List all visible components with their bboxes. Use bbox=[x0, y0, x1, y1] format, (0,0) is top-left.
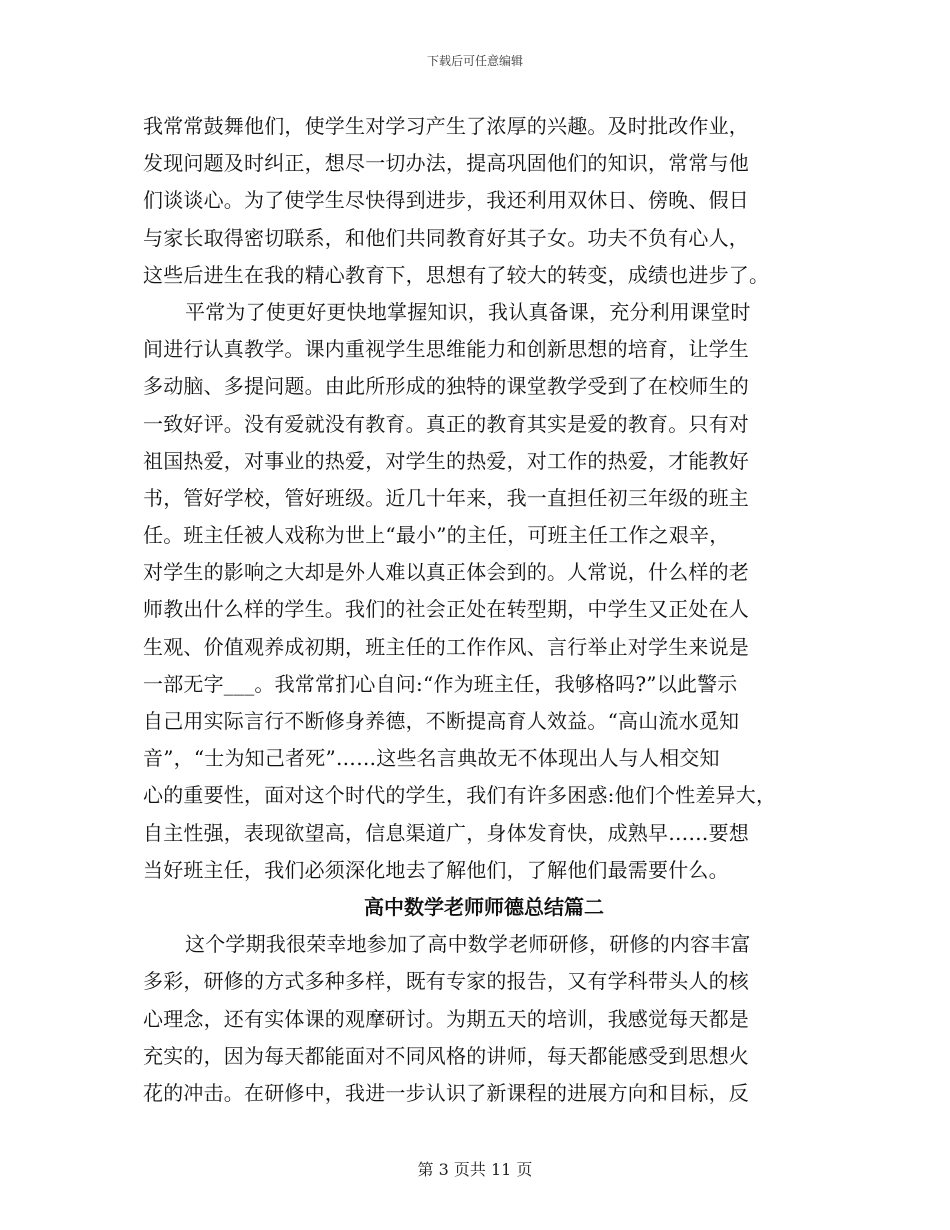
text-line: 自己用实际言行不断修身养德，不断提高育人效益。“高山流水觅知 bbox=[143, 709, 740, 733]
text-line: 一部无字___。我常常扪心自问:“作为班主任，我够格吗?”以此警示 bbox=[143, 671, 738, 696]
text-line: 与家长取得密切联系，和他们共同教育好其子女。功夫不负有心人， bbox=[143, 225, 749, 250]
text-line: 花的冲击。在研修中，我进一步认识了新课程的进展方向和目标，反 bbox=[143, 1080, 749, 1105]
text-line: 们谈谈心。为了使学生尽快得到进步，我还利用双休日、傍晚、假日 bbox=[143, 188, 749, 213]
text-line: 生观、价值观养成初期，班主任的工作作风、言行举止对学生来说是 bbox=[143, 634, 749, 659]
paragraph-block-1 bbox=[143, 108, 815, 889]
text-line: 这个学期我很荣幸地参加了高中数学老师研修，研修的内容丰富 bbox=[185, 932, 751, 957]
text-line: 当好班主任，我们必须深化地去了解他们，了解他们最需要什么。 bbox=[143, 857, 729, 882]
text-line: 多动脑、多提问题。由此所形成的独特的课堂教学受到了在校师生的 bbox=[143, 374, 749, 399]
text-line: 任。班主任被人戏称为世上“最小”的主任，可班主任工作之艰辛， bbox=[143, 523, 730, 548]
text-line: 平常为了使更好更快地掌握知识，我认真备课，充分利用课堂时 bbox=[185, 299, 751, 324]
text-line: 对学生的影响之大却是外人难以真正体会到的。人常说，什么样的老 bbox=[143, 560, 749, 585]
page-header-note: 下载后可任意编辑 bbox=[426, 54, 523, 68]
text-line: 一致好评。没有爱就没有教育。真正的教育其实是爱的教育。只有对 bbox=[143, 411, 749, 436]
text-line: 我常常鼓舞他们，使学生对学习产生了浓厚的兴趣。及时批改作业， bbox=[143, 114, 749, 138]
text-line: 间进行认真教学。课内重视学生思维能力和创新思想的培育，让学生 bbox=[143, 337, 749, 362]
text-line: 多彩，研修的方式多种多样，既有专家的报告，又有学科带头人的核 bbox=[143, 969, 749, 994]
text-line: 音”，“士为知己者死”……这些名言典故无不体现出人与人相交知 bbox=[143, 746, 720, 771]
text-line: 心理念，还有实体课的观摩研讨。为期五天的培训，我感觉每天都是 bbox=[143, 1006, 749, 1031]
text-line: 自主性强，表现欲望高，信息渠道广，身体发育快，成熟早……要想 bbox=[143, 820, 749, 845]
text-line: 心的重要性，面对这个时代的学生，我们有许多困惑:他们个性差异大， bbox=[143, 783, 777, 808]
text-line: 充实的，因为每天都能面对不同风格的讲师，每天都能感受到思想火 bbox=[143, 1043, 749, 1068]
section-heading: 高中数学老师师德总结篇二 bbox=[364, 894, 604, 919]
page-number-footer: 第 3 页共 11 页 bbox=[417, 1160, 533, 1179]
document-body bbox=[143, 108, 815, 1112]
text-line: 师教出什么样的学生。我们的社会正处在转型期，中学生又正处在人 bbox=[143, 597, 749, 622]
text-line: 祖国热爱，对事业的热爱，对学生的热爱，对工作的热爱，才能教好 bbox=[143, 448, 749, 473]
text-line: 书，管好学校，管好班级。近几十年来，我一直担任初三年级的班主 bbox=[143, 485, 749, 510]
paragraph-block-2 bbox=[143, 926, 815, 1112]
text-line: 发现问题及时纠正，想尽一切办法，提高巩固他们的知识，常常与他 bbox=[143, 151, 749, 176]
text-line: 这些后进生在我的精心教育下，思想有了较大的转变，成绩也进步了。 bbox=[143, 262, 770, 287]
